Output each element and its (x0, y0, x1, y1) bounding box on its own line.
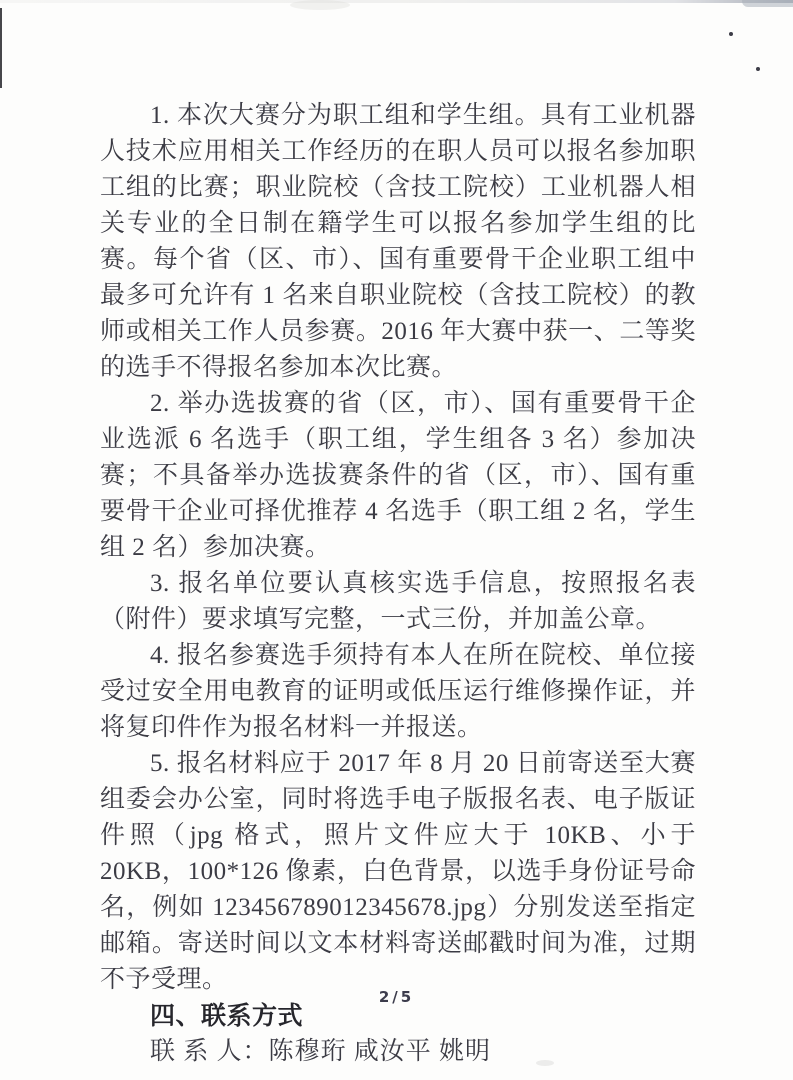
scan-speck-artifact (729, 32, 733, 36)
scan-top-smudge-artifact (290, 0, 350, 10)
document-body (100, 98, 696, 1070)
paragraph-5: 5. 报名材料应于 2017 年 8 月 20 日前寄送至大赛组委会办公室，同时将选手电子版报名表、电子版证件照（jpg 格式，照片文件应大于 10KB、小于 20KB，100*126 像素，白色背景，以选手身份证号命名，例如 123456789012345678.jpg）分别发送至指定邮箱。寄送时间以文本材料寄送邮戳时间为准，过期不予受理。 (100, 750, 696, 993)
contact-persons-line: 联 系 人：陈穆珩 咸汝平 姚明 (150, 1038, 492, 1065)
paragraph-1: 1. 本次大赛分为职工组和学生组。具有工业机器人技术应用相关工作经历的在职人员可以报名参加职工组的比赛；职业院校（含技工院校）工业机器人相关专业的全日制在籍学生可以报名参加学生组的比赛。每个省（区、市）、国有重要骨干企业职工组中最多可允许有 1 名来自职业院校（含技工院校）的教师或相关工作人员参赛。2016 年大赛中获一、二等奖的选手不得报名参加本次比赛。 (100, 102, 696, 381)
scan-left-edge-line-artifact (0, 8, 2, 88)
paragraph-2: 2. 举办选拔赛的省（区，市）、国有重要骨干企业选派 6 名选手（职工组，学生组各 3 名）参加决赛；不具备举办选拔赛条件的省（区，市）、国有重要骨干企业可择优推荐 4 名选手（职工组 2 名，学生组 2 名）参加决赛。 (100, 390, 696, 561)
paragraph-3: 3. 报名单位要认真核实选手信息，按照报名表（附件）要求填写完整，一式三份，并加盖公章。 (100, 570, 696, 633)
section-heading-contact: 四、联系方式 (150, 1002, 304, 1030)
scan-corner-smudge-artifact (742, 0, 793, 7)
page-footer (0, 988, 793, 1007)
paragraph-4: 4. 报名参赛选手须持有本人在所在院校、单位接受过安全用电教育的证明或低压运行维修操作证，并将复印件作为报名材料一并报送。 (100, 642, 696, 741)
scan-speck-artifact (756, 67, 760, 71)
scan-top-edge-artifact (0, 0, 793, 3)
page-number: 2/5 (378, 988, 415, 1006)
